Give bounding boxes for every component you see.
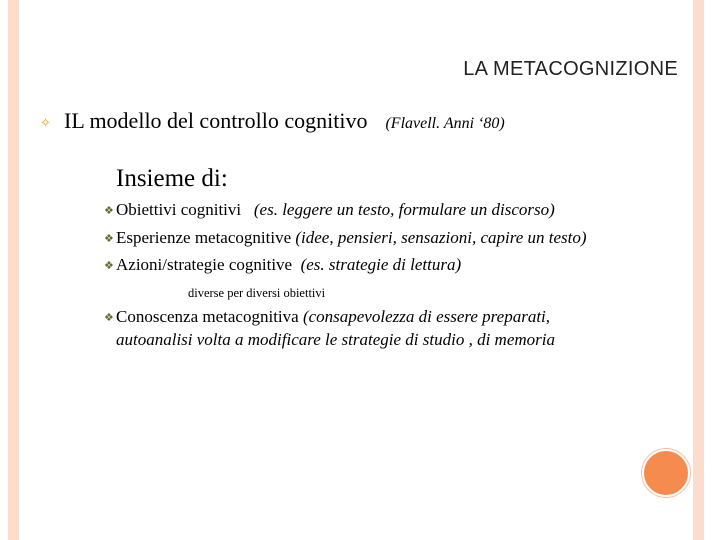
note-text: diverse per diversi obiettivi <box>188 286 326 300</box>
left-border-stripe <box>8 0 19 540</box>
main-bullet <box>64 108 505 134</box>
list-item <box>104 228 587 248</box>
item-label: Conoscenza metacognitiva <box>116 307 299 326</box>
diamond-bullet-icon: ❖ <box>104 260 114 272</box>
main-bullet-icon: ✧ <box>40 115 51 130</box>
item-example: (idee, pensieri, sensazioni, capire un testo) <box>295 228 587 247</box>
decorative-circle <box>642 449 690 497</box>
citation: (Flavell. Anni ‘80) <box>385 115 505 132</box>
list-item <box>104 200 555 220</box>
main-bullet-text: IL modello del controllo cognitivo <box>64 108 368 133</box>
slide-title: LA METACOGNIZIONE <box>463 58 678 80</box>
diamond-bullet-icon: ❖ <box>104 233 114 245</box>
right-border-stripe <box>693 0 704 540</box>
item-label: Obiettivi cognitivi <box>116 200 242 219</box>
list-item <box>104 306 555 350</box>
diamond-bullet-icon: ❖ <box>104 312 114 324</box>
item-label: Azioni/strategie cognitive <box>116 255 293 274</box>
item-example-continued: autoanalisi volta a modificare le strategie di studio , di memoria <box>116 330 555 349</box>
item-example: (es. strategie di lettura) <box>300 255 462 274</box>
item-example: (consapevolezza di essere preparati, <box>302 307 551 326</box>
list-item <box>104 255 461 275</box>
item-example: (es. leggere un testo, formulare un discorso) <box>253 200 555 219</box>
diamond-bullet-icon: ❖ <box>104 205 114 217</box>
section-heading: Insieme di: <box>116 165 228 192</box>
item-label: Esperienze metacognitive <box>116 228 292 247</box>
